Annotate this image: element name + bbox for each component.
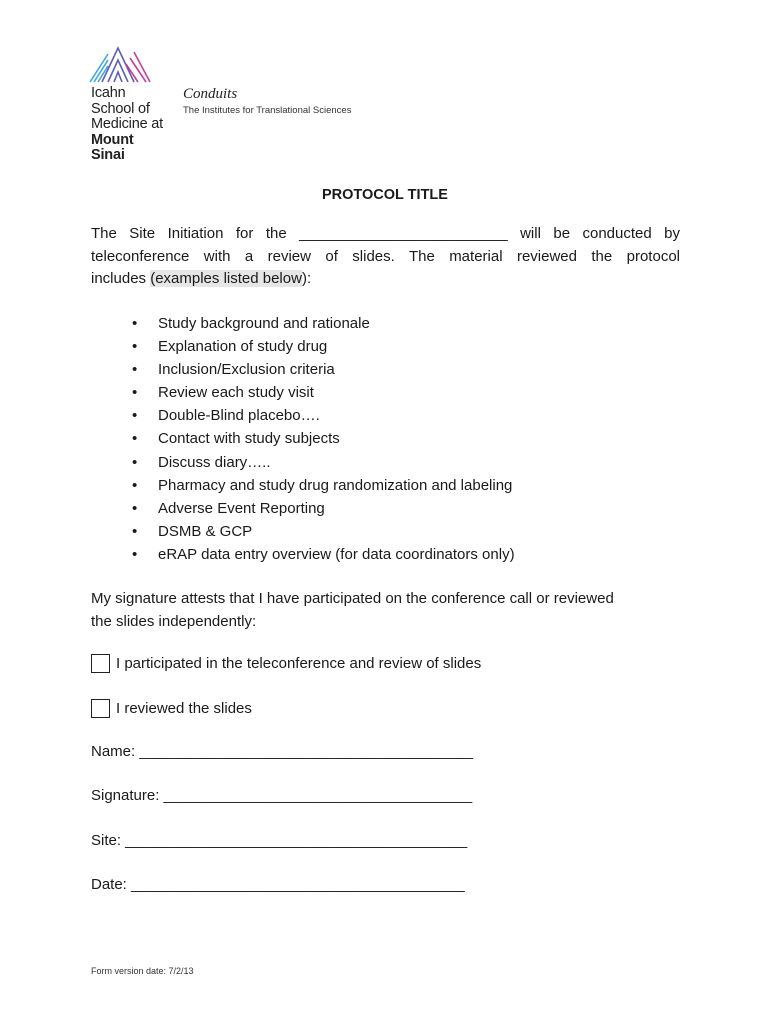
institution-line: Mount <box>91 131 134 148</box>
highlighted-text: (examples listed below <box>150 270 302 287</box>
institution-line: Sinai <box>91 147 125 163</box>
list-item: • Discuss diary….. <box>132 451 515 474</box>
date-field[interactable]: Date: ________________________________________ <box>91 876 465 893</box>
list-item: • Double-Blind placebo…. <box>132 404 515 427</box>
name-field[interactable]: Name: ________________________________________ <box>91 743 474 760</box>
checkbox[interactable] <box>91 699 110 718</box>
form-version-footer: Form version date: 7/2/13 <box>91 966 194 976</box>
list-item: • Pharmacy and study drug randomization and labeling <box>132 474 515 497</box>
list-item: • Study background and rationale <box>132 312 515 335</box>
list-item: • DSMB & GCP <box>132 520 515 543</box>
list-item: • eRAP data entry overview (for data coordinators only) <box>132 543 515 566</box>
intro-paragraph <box>91 223 680 291</box>
checkbox-row-participated[interactable] <box>91 654 481 673</box>
intro-line: The Site Initiation for the _________________________ will be conducted by <box>91 225 680 242</box>
conduits-subtitle: The Institutes for Translational Sciences <box>183 105 352 116</box>
attestation-line: My signature attests that I have participated on the conference call or reviewed <box>91 590 614 607</box>
conduits-title: Conduits <box>183 86 238 102</box>
intro-line: teleconference with a review of slides. The material reviewed the protocol <box>91 247 680 265</box>
list-item: • Review each study visit <box>132 381 515 404</box>
checkbox-label: I participated in the teleconference and review of slides <box>116 655 482 672</box>
intro-line <box>91 270 311 287</box>
mount-sinai-logo-icon <box>88 44 152 84</box>
institution-line: Icahn <box>91 85 126 101</box>
list-item: • Contact with study subjects <box>132 427 515 450</box>
page-title: PROTOCOL TITLE <box>322 187 448 203</box>
institution-line: School of <box>91 100 150 117</box>
checkbox-label: I reviewed the slides <box>116 700 252 717</box>
intro-text: includes <box>91 270 151 287</box>
institution-line: Medicine at <box>91 116 163 132</box>
site-field[interactable]: Site: _________________________________________ <box>91 832 468 849</box>
attestation-paragraph <box>91 588 680 633</box>
intro-text: ): <box>301 270 312 287</box>
checkbox[interactable] <box>91 654 110 673</box>
institution-name <box>91 86 163 164</box>
checkbox-row-reviewed[interactable] <box>91 699 252 718</box>
topics-list <box>132 312 515 566</box>
header-logo <box>88 44 388 174</box>
list-item: • Adverse Event Reporting <box>132 497 515 520</box>
list-item: • Inclusion/Exclusion criteria <box>132 358 515 381</box>
signature-field[interactable]: Signature: _____________________________________ <box>91 787 473 804</box>
list-item: • Explanation of study drug <box>132 335 515 358</box>
attestation-line: the slides independently: <box>91 612 257 630</box>
